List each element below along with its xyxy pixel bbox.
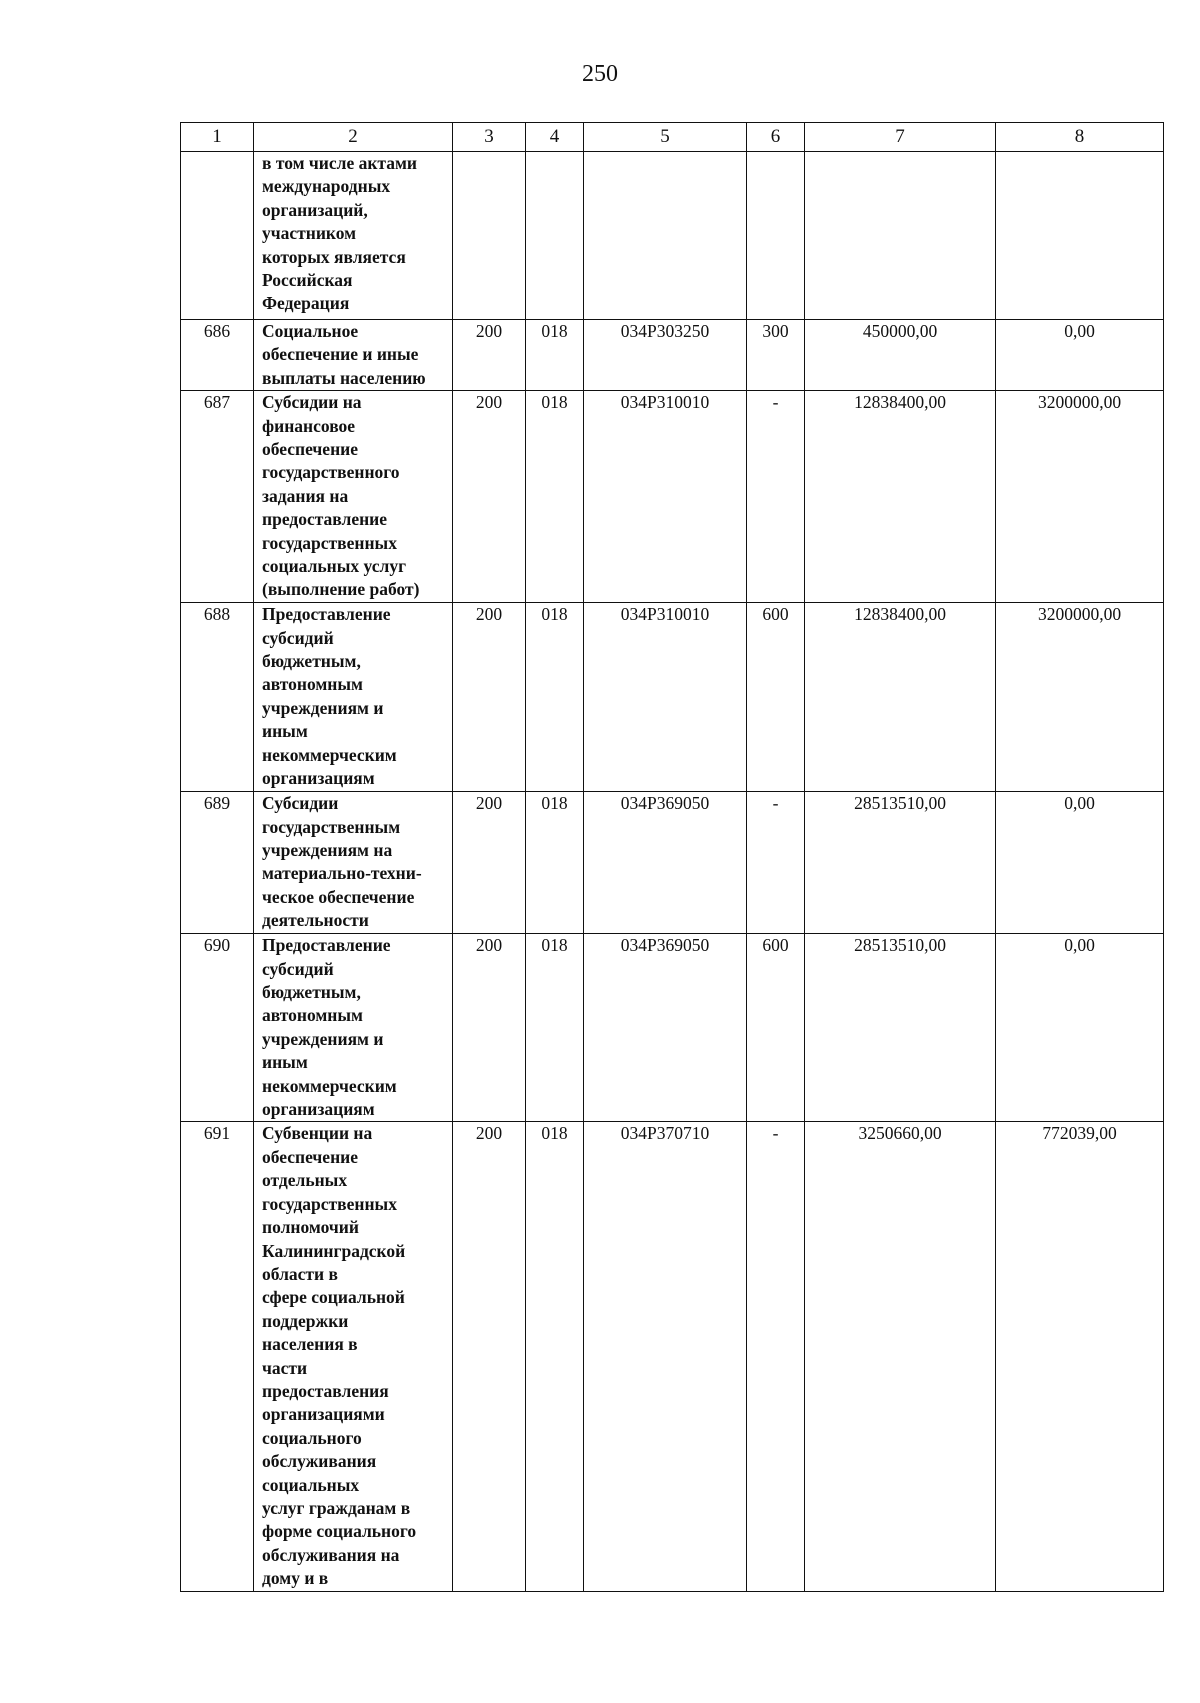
column-header: 3 [453, 123, 526, 152]
cell-col3: 200 [453, 934, 526, 1122]
cell-col3: 200 [453, 391, 526, 603]
cell-col7: 450000,00 [805, 320, 996, 391]
row-name: в том числе актами международных организаций, участником которых является Российская Федерация [254, 152, 453, 320]
cell-col5 [584, 152, 747, 320]
row-number: 686 [181, 320, 254, 391]
row-number: 688 [181, 603, 254, 792]
cell-col5: 034P369050 [584, 792, 747, 934]
row-name: Предоставление субсидий бюджетным, автономным учреждениям и иным некоммерческим организациям [254, 603, 453, 792]
cell-col4: 018 [526, 391, 584, 603]
cell-col8 [996, 152, 1164, 320]
cell-col4: 018 [526, 603, 584, 792]
column-header: 6 [747, 123, 805, 152]
column-header: 5 [584, 123, 747, 152]
cell-col8: 0,00 [996, 934, 1164, 1122]
budget-table [180, 122, 1164, 1592]
cell-col3: 200 [453, 792, 526, 934]
table-row [181, 152, 1164, 320]
cell-col4 [526, 152, 584, 320]
column-header: 7 [805, 123, 996, 152]
table-row [181, 603, 1164, 792]
column-header: 2 [254, 123, 453, 152]
cell-col7: 28513510,00 [805, 934, 996, 1122]
cell-col4: 018 [526, 320, 584, 391]
cell-col5: 034P310010 [584, 391, 747, 603]
cell-col7: 12838400,00 [805, 603, 996, 792]
cell-col6: 600 [747, 603, 805, 792]
cell-col3: 200 [453, 320, 526, 391]
cell-col6: - [747, 1122, 805, 1592]
cell-col6: - [747, 391, 805, 603]
cell-col3: 200 [453, 603, 526, 792]
cell-col4: 018 [526, 934, 584, 1122]
cell-col7: 3250660,00 [805, 1122, 996, 1592]
cell-col8: 0,00 [996, 792, 1164, 934]
cell-col8: 3200000,00 [996, 391, 1164, 603]
page-number: 250 [582, 61, 618, 87]
cell-col8: 0,00 [996, 320, 1164, 391]
cell-col7: 12838400,00 [805, 391, 996, 603]
cell-col3: 200 [453, 1122, 526, 1592]
row-name: Субвенции на обеспечение отдельных государственных полномочий Калининградской области в сфере социальной поддержки населения в части предоставления организациями социального обслуживания социальных услуг гражданам в форме социального обслуживания на дому и в [254, 1122, 453, 1592]
table-row [181, 391, 1164, 603]
cell-col7: 28513510,00 [805, 792, 996, 934]
cell-col8: 772039,00 [996, 1122, 1164, 1592]
cell-col4: 018 [526, 1122, 584, 1592]
row-number: 689 [181, 792, 254, 934]
cell-col5: 034P370710 [584, 1122, 747, 1592]
cell-col3 [453, 152, 526, 320]
table-row [181, 792, 1164, 934]
cell-col5: 034P310010 [584, 603, 747, 792]
cell-col4: 018 [526, 792, 584, 934]
row-number: 691 [181, 1122, 254, 1592]
column-header: 8 [996, 123, 1164, 152]
cell-col6 [747, 152, 805, 320]
cell-col6: 600 [747, 934, 805, 1122]
table-row [181, 320, 1164, 391]
cell-col8: 3200000,00 [996, 603, 1164, 792]
row-number [181, 152, 254, 320]
cell-col7 [805, 152, 996, 320]
row-name: Предоставление субсидий бюджетным, автономным учреждениям и иным некоммерческим организациям [254, 934, 453, 1122]
cell-col6: 300 [747, 320, 805, 391]
cell-col6: - [747, 792, 805, 934]
row-name: Социальное обеспечение и иные выплаты населению [254, 320, 453, 391]
table-row [181, 934, 1164, 1122]
table-header-row [181, 123, 1164, 152]
row-number: 690 [181, 934, 254, 1122]
row-number: 687 [181, 391, 254, 603]
cell-col5: 034P303250 [584, 320, 747, 391]
table-row [181, 1122, 1164, 1592]
cell-col5: 034P369050 [584, 934, 747, 1122]
row-name: Субсидии на финансовое обеспечение государственного задания на предоставление государственных социальных услуг (выполнение работ) [254, 391, 453, 603]
row-name: Субсидии государственным учреждениям на материально-техни- ческое обеспечение деятельности [254, 792, 453, 934]
column-header: 1 [181, 123, 254, 152]
column-header: 4 [526, 123, 584, 152]
